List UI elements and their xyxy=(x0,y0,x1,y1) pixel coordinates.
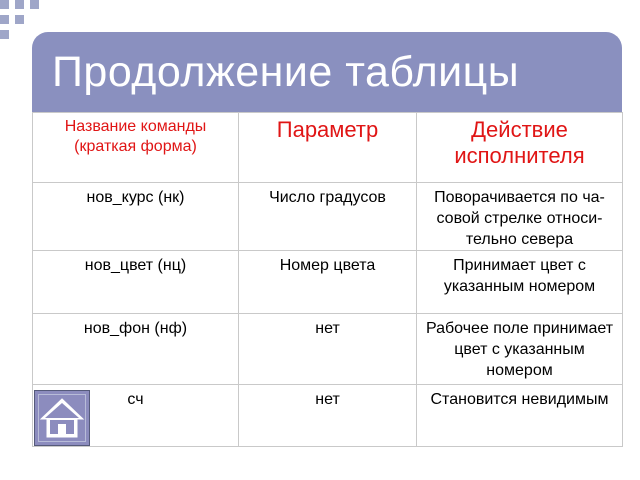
header-parameter: Параметр xyxy=(239,113,417,183)
cell-action: Принимает цвет с указанным номером xyxy=(417,251,623,314)
home-icon xyxy=(34,390,90,446)
commands-table xyxy=(32,112,623,447)
header-action: Действие исполнителя xyxy=(417,113,623,183)
slide-title: Продолжение таблицы xyxy=(52,48,520,96)
home-button[interactable] xyxy=(34,390,90,446)
cell-command: нов_цвет (нц) xyxy=(33,251,239,314)
cell-command: нов_фон (нф) xyxy=(33,314,239,385)
cell-action: Рабочее поле принимает цвет с указанным номером xyxy=(417,314,623,385)
table-header-row xyxy=(33,113,623,183)
cell-parameter: нет xyxy=(239,314,417,385)
cell-parameter: нет xyxy=(239,385,417,447)
table-row xyxy=(33,183,623,251)
table-row xyxy=(33,251,623,314)
cell-action: Становится невидимым xyxy=(417,385,623,447)
table-row xyxy=(33,314,623,385)
cell-action: Поворачивается по ча-совой стрелке относи-тельно севера xyxy=(417,183,623,251)
table-row xyxy=(33,385,623,447)
cell-command: нов_курс (нк) xyxy=(33,183,239,251)
cell-parameter: Номер цвета xyxy=(239,251,417,314)
cell-parameter: Число градусов xyxy=(239,183,417,251)
header-command: Название команды (краткая форма) xyxy=(33,113,239,183)
cell-command: сч xyxy=(33,385,239,447)
